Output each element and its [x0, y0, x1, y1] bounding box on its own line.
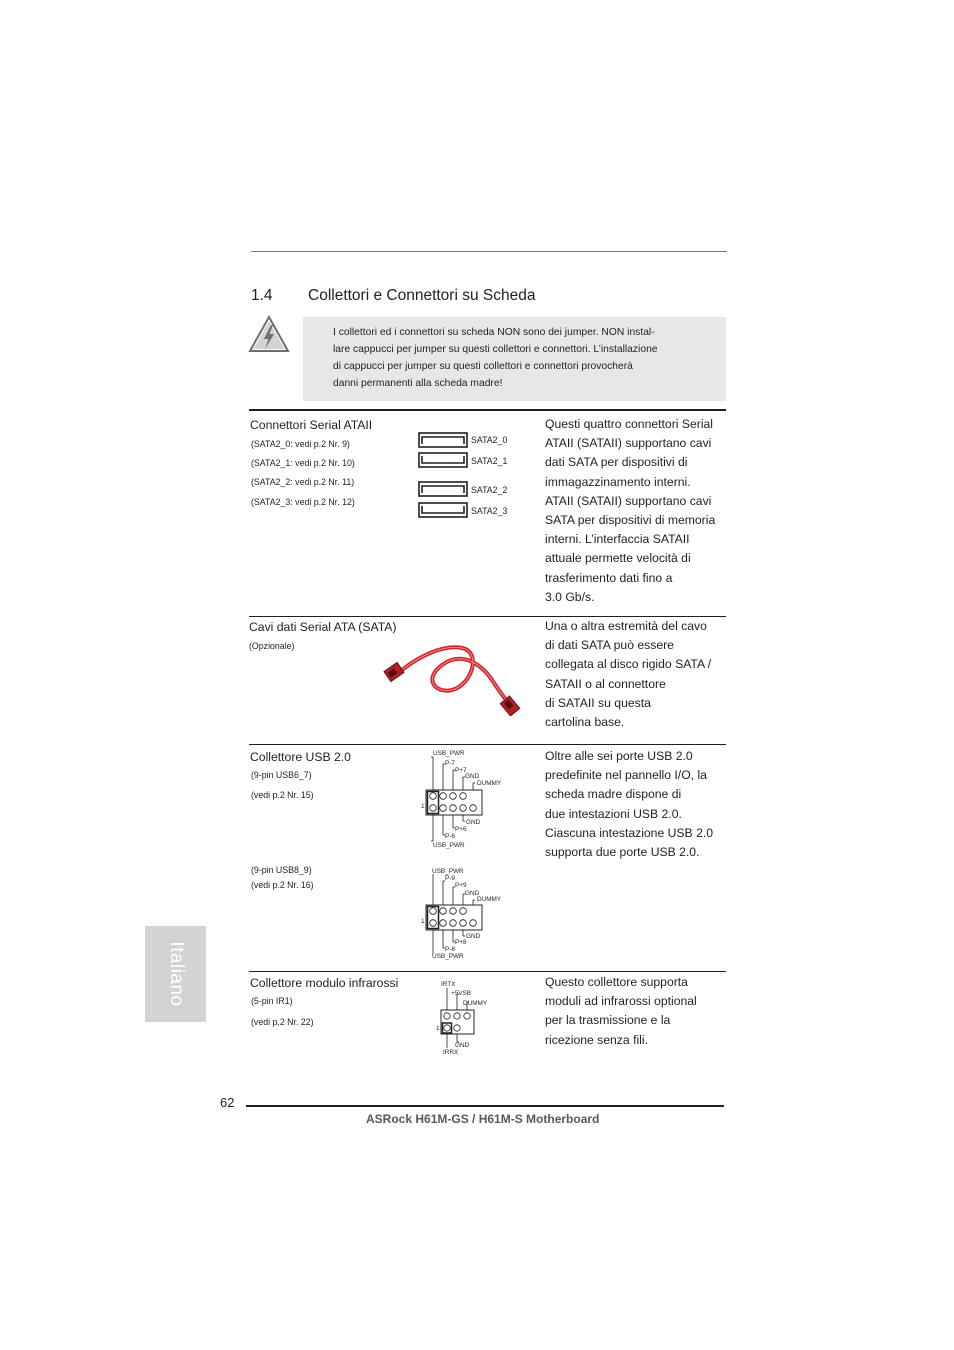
pin-label: P+6	[455, 826, 467, 833]
desc-line: Ciascuna intestazione USB 2.0	[545, 825, 714, 840]
desc-line: ricezione senza fili.	[545, 1032, 648, 1047]
ir-title: Collettore modulo infrarossi	[250, 976, 399, 990]
ir-top-rule	[249, 971, 726, 972]
sata-cable-image	[382, 640, 522, 716]
pin1-label: 1	[436, 1025, 440, 1032]
pin-label: USB_PWR	[432, 868, 464, 875]
desc-line: 3.0 Gb/s.	[545, 589, 595, 604]
pin-label: IRTX	[441, 981, 456, 988]
pin-label: P-8	[445, 946, 455, 953]
usb-title: Collettore USB 2.0	[250, 750, 351, 764]
pin-label: GND	[466, 819, 481, 826]
sata-description	[545, 415, 715, 607]
usb-ref: (vedi p.2 Nr. 16)	[251, 880, 314, 890]
desc-line: trasferimento dati fino a	[545, 570, 673, 585]
pin-label: P+9	[455, 882, 467, 889]
cable-note: (Opzionale)	[249, 641, 295, 651]
pin-label: DUMMY	[477, 896, 502, 903]
warning-line: danni permanenti alla scheda madre!	[333, 378, 503, 389]
usb-description	[545, 747, 713, 862]
sata-title: Connettori Serial ATAII	[250, 418, 373, 432]
sata-port-label: SATA2_3	[471, 506, 508, 516]
desc-line: SATA per dispositivi di memoria	[545, 513, 716, 528]
pin-label: P+7	[455, 767, 467, 774]
desc-line: predefinite nel pannello I/O, la	[545, 768, 707, 783]
desc-line: ATAII (SATAII) supportano cavi	[545, 493, 712, 508]
pin-label: USB_PWR	[433, 750, 465, 757]
usb-header-diagram-1	[419, 745, 509, 853]
pin-label: DUMMY	[463, 1000, 488, 1007]
side-tab-label: Italiano	[165, 941, 187, 1007]
page-number: 62	[220, 1095, 235, 1110]
cable-description	[545, 617, 711, 732]
warning-line: di cappucci per jumper su questi collettori e connettori provocherà	[333, 361, 633, 372]
pin-label: GND	[466, 933, 481, 940]
usb-header-diagram-2	[419, 862, 509, 970]
sata-port-label: SATA2_0	[471, 435, 508, 445]
pin-label: GND	[465, 773, 480, 780]
usb-ref: (9-pin USB6_7)	[251, 770, 312, 780]
sata-ref: (SATA2_2: vedi p.2 Nr. 11)	[251, 477, 355, 487]
pin-label: USB_PWR	[433, 842, 465, 849]
header-rule	[251, 251, 727, 252]
desc-line: Questi quattro connettori Serial	[545, 417, 714, 431]
cable-title: Cavi dati Serial ATA (SATA)	[249, 620, 397, 634]
desc-line: ATAII (SATAII) supportano cavi	[545, 436, 712, 451]
desc-line: collegata al disco rigido SATA /	[545, 657, 712, 672]
pin1-label: 1	[421, 918, 425, 925]
desc-line: interni. L’interfaccia SATAII	[545, 532, 690, 547]
pin-label: +5VSB	[451, 990, 472, 997]
warning-line: lare cappucci per jumper su questi collettori e connettori. L’installazione	[333, 344, 658, 355]
desc-line: moduli ad infrarossi optional	[545, 994, 697, 1009]
desc-line: attuale permette velocità di	[545, 551, 691, 566]
desc-line: dati SATA per dispositivi di	[545, 455, 688, 470]
pin-label: IRRX	[443, 1049, 459, 1056]
ir-ref: (5-pin IR1)	[251, 996, 293, 1006]
desc-line: supporta due porte USB 2.0.	[545, 845, 700, 860]
language-side-tab	[145, 926, 206, 1022]
desc-line: di SATAII su questa	[545, 695, 651, 710]
ir-description	[545, 973, 697, 1050]
ir-header-diagram	[433, 978, 503, 1060]
sata-top-rule	[249, 409, 726, 411]
pin-label: USB_PWR	[432, 953, 464, 960]
desc-line: cartolina base.	[545, 715, 625, 730]
desc-line: di dati SATA può essere	[545, 638, 674, 653]
pin-label: GND	[455, 1042, 470, 1049]
sata-ref: (SATA2_0: vedi p.2 Nr. 9)	[251, 439, 350, 449]
sata-ref: (SATA2_3: vedi p.2 Nr. 12)	[251, 497, 355, 507]
desc-line: due intestazioni USB 2.0.	[545, 806, 682, 821]
pin-label: P-7	[445, 760, 455, 767]
pin-label: P-9	[445, 875, 455, 882]
sata-connectors-diagram	[418, 431, 470, 523]
footer-rule	[246, 1105, 724, 1107]
section-number: 1.4	[251, 287, 273, 304]
section-heading: Collettori e Connettori su Scheda	[308, 287, 536, 304]
pin-label: P+8	[455, 939, 467, 946]
desc-line: Questo collettore supporta	[545, 975, 688, 989]
pin1-label: 1	[421, 803, 425, 810]
pin-label: GND	[465, 890, 480, 897]
desc-line: scheda madre dispone di	[545, 787, 682, 802]
footer-text: ASRock H61M-GS / H61M-S Motherboard	[366, 1112, 600, 1126]
usb-ref: (9-pin USB8_9)	[251, 865, 312, 875]
section-title	[251, 287, 535, 305]
sata-ref: (SATA2_1: vedi p.2 Nr. 10)	[251, 458, 355, 468]
sata-port-label: SATA2_2	[471, 485, 508, 495]
warning-text	[333, 324, 683, 392]
desc-line: Una o altra estremità del cavo	[545, 619, 707, 633]
desc-line: Oltre alle sei porte USB 2.0	[545, 749, 693, 763]
desc-line: SATAII o al connettore	[545, 676, 666, 691]
warning-line: I collettori ed i connettori su scheda NON sono dei jumper. NON instal-	[333, 327, 655, 338]
desc-line: immagazzinamento interni.	[545, 474, 691, 489]
warning-triangle-lightning-icon	[247, 315, 291, 355]
desc-line: per la trasmissione e la	[545, 1013, 671, 1028]
ir-ref: (vedi p.2 Nr. 22)	[251, 1017, 314, 1027]
sata-port-label: SATA2_1	[471, 456, 508, 466]
pin-label: DUMMY	[477, 780, 502, 787]
usb-ref: (vedi p.2 Nr. 15)	[251, 790, 314, 800]
pin-label: P-6	[445, 833, 455, 840]
